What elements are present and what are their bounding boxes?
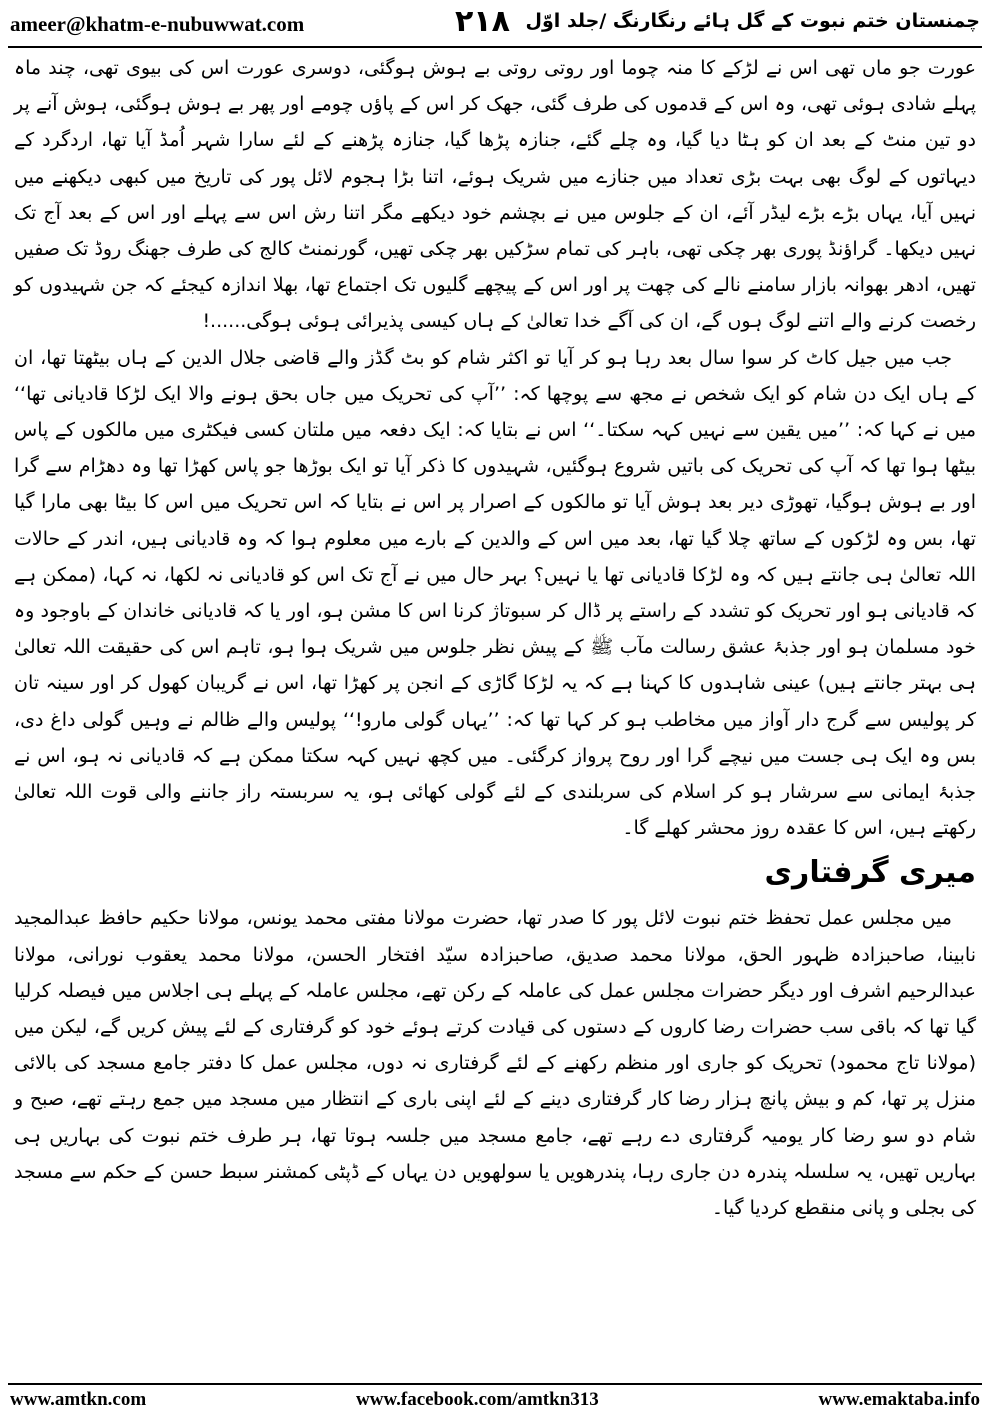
page-footer [0, 1389, 990, 1417]
header-email[interactable]: ameer@khatm-e-nubuwwat.com [10, 12, 305, 36]
page-number: ۲۱۸ [455, 4, 510, 39]
book-title: چمنستان ختم نبوت کے گل ہائے رنگارنگ /جلد اوّل [525, 10, 980, 32]
page-body [14, 50, 976, 1226]
section-heading: میری گرفتاری [764, 855, 976, 891]
header-divider [8, 46, 982, 48]
footer-divider [8, 1383, 982, 1385]
paragraph-3: میں مجلس عمل تحفظ ختم نبوت لائل پور کا صدر تھا، حضرت مولانا مفتی محمد یونس، مولانا حکیم حافظ عبدالمجید نابینا، صاحبزادہ ظہور الحق، مولانا محمد صدیق، صاحبزادہ سیّد افتخار الحسن، مولانا محمد یعقوب نورانی، مولانا عبدالرحیم اشرف اور دیگر حضرات مجلس عمل کی عاملہ کے رکن تھے، مجلس عاملہ کے پہلے ہی اجلاس میں فیصلہ کرلیا گیا تھا کہ باقی سب حضرات رضا کاروں کے دستوں کی قیادت کرتے ہوئے خود کو گرفتاری کے لئے پیش کریں گے، لیکن میں (مولانا تاج محمود) تحریک کو جاری اور منظم رکھنے کے لئے گرفتاری نہ دوں، مجلس عمل کا دفتر جامع مسجد کی بالائی منزل پر تھا، کم و بیش پانچ ہزار رضا کار گرفتاری دینے کے لئے اپنی باری کے انتظار میں مسجد میں جمع رہتے تھے، صبح و شام دو سو رضا کار یومیہ گرفتاری دے رہے تھے، جامع مسجد میں جلسہ ہوتا تھا، ہر طرف ختم نبوت کی بہاریں ہی بہاریں تھیں، یہ سلسلہ پندرہ دن جاری رہا، پندرھویں یا سولھویں دن یہاں کے ڈپٹی کمشنر سبط حسن کے حکم سے مسجد کی بجلی و پانی منقطع کردیا گیا۔ [14, 907, 976, 1220]
paragraph-1: عورت جو ماں تھی اس نے لڑکے کا منہ چوما اور روتی روتی بے ہوش ہوگئی، دوسری عورت اس کی بیوی تھی، چند ماہ پہلے شادی ہوئی تھی، وہ اس کے قدموں کی طرف گئی، جھک کر اس کے پاؤں چومے اور پھر بے ہوش ہوگئی، ہوش آنے پر دو تین منٹ کے بعد ان کو ہٹا دیا گیا، وہ چلے گئے، جنازہ پڑھا گیا، جنازہ پڑھنے کے لئے سارا شہر اُمڈ آیا تھا، اردگرد کے دیہاتوں کے لوگ بھی بہت بڑی تعداد میں جنازے میں شریک ہوئے، اتنا بڑا ہجوم لائل پور کی تاریخ میں کبھی دیکھنے میں نہیں آیا، یہاں بڑے بڑے لیڈر آئے، ان کے جلوس میں نے بچشم خود دیکھے مگر اتنا رش اس سے پہلے اور اس کے بعد آج تک نہیں دیکھا۔ گراؤنڈ پوری بھر چکی تھی، باہر کی تمام سڑکیں بھر چکی تھیں، گورنمنٹ کالج کی طرف جھنگ روڈ تک صفیں تھیں، ادھر بھوانہ بازار سامنے نالے کی چھت پر اور اس کے پیچھے گلیوں تک اجتماع تھا، بھلا اندازہ کیجئے کہ جن شہیدوں کو رخصت کرنے والے اتنے لوگ ہوں گے، ان کی آگے خدا تعالیٰ کے ہاں کیسی پذیرائی ہوئی ہوگی......! [14, 57, 976, 333]
page-header [0, 0, 990, 48]
paragraph-2: جب میں جیل کاٹ کر سوا سال بعد رہا ہو کر آیا تو اکثر شام کو بٹ گڈز والے قاضی جلال الدین کے ہاں بیٹھتا تھا، ان کے ہاں ایک دن شام کو ایک شخص نے مجھ سے پوچھا کہ: ’’آپ کی تحریک میں جاں بحق ہونے والا ایک لڑکا قادیانی تھا‘‘ میں نے کہا کہ: ’’میں یقین سے نہیں کہہ سکتا۔‘‘ اس نے بتایا کہ: ایک دفعہ میں ملتان کسی فیکٹری میں مالکوں کے پاس بیٹھا ہوا تھا کہ آپ کی تحریک کی باتیں شروع ہوگئیں، شہیدوں کا ذکر آیا تو ایک بوڑھا جو پاس کھڑا تھا وہ دھڑام سے گرا اور بے ہوش ہوگیا، تھوڑی دیر بعد ہوش آیا تو مالکوں کے اصرار پر اس نے بتایا کہ اس تحریک میں اس کا بیٹا بھی مارا گیا تھا، بس وہ لڑکوں کے ساتھ چلا گیا تھا، بعد میں اس کے والدین کے بارے میں معلوم ہوا کہ وہ قادیانی ہیں، اندر کے حالات اللہ تعالیٰ ہی جانتے ہیں کہ وہ لڑکا قادیانی تھا یا نہیں؟ بہر حال میں نے آج تک اس کو قادیانی نہ لکھا، نہ کہا، (ممکن ہے کہ قادیانی ہو اور تحریک کو تشدد کے راستے پر ڈال کر سبوتاژ کرنا اس کا مشن ہو، اور یا کہ قادیانی خاندان کے باوجود وہ خود مسلمان ہو اور جذبۂ عشق رسالت مآب ﷺ کے پیش نظر جلوس میں شریک ہوا ہو، تاہم اس کی حقیقت اللہ تعالیٰ ہی بہتر جانتے ہیں) عینی شاہدوں کا کہنا ہے کہ یہ لڑکا گاڑی کے انجن پر کھڑا تھا، اس نے گریبان کھول کر اور سینہ تان کر پولیس سے گرج دار آواز میں مخاطب ہو کر کہا تھا کہ: ’’یہاں گولی مارو!‘‘ پولیس والے ظالم نے وہیں گولی داغ دی، بس وہ ایک ہی جست میں نیچے گرا اور روح پرواز کرگئی۔ میں کچھ نہیں کہہ سکتا ممکن ہے کہ قادیانی نہ ہو، اس نے جذبۂ ایمانی سے سرشار ہو کر اسلام کی سربلندی کے لئے گولی کھائی ہو، یہ سربستہ راز جاننے والی قوت اللہ تعالیٰ رکھتے ہیں، اس کا عقدہ روز محشر کھلے گا۔ [14, 346, 976, 840]
footer-link-amtkn[interactable]: www.amtkn.com [10, 1389, 147, 1410]
footer-link-facebook[interactable]: www.facebook.com/amtkn313 [356, 1389, 599, 1410]
footer-link-emaktaba[interactable]: www.emaktaba.info [818, 1389, 980, 1410]
